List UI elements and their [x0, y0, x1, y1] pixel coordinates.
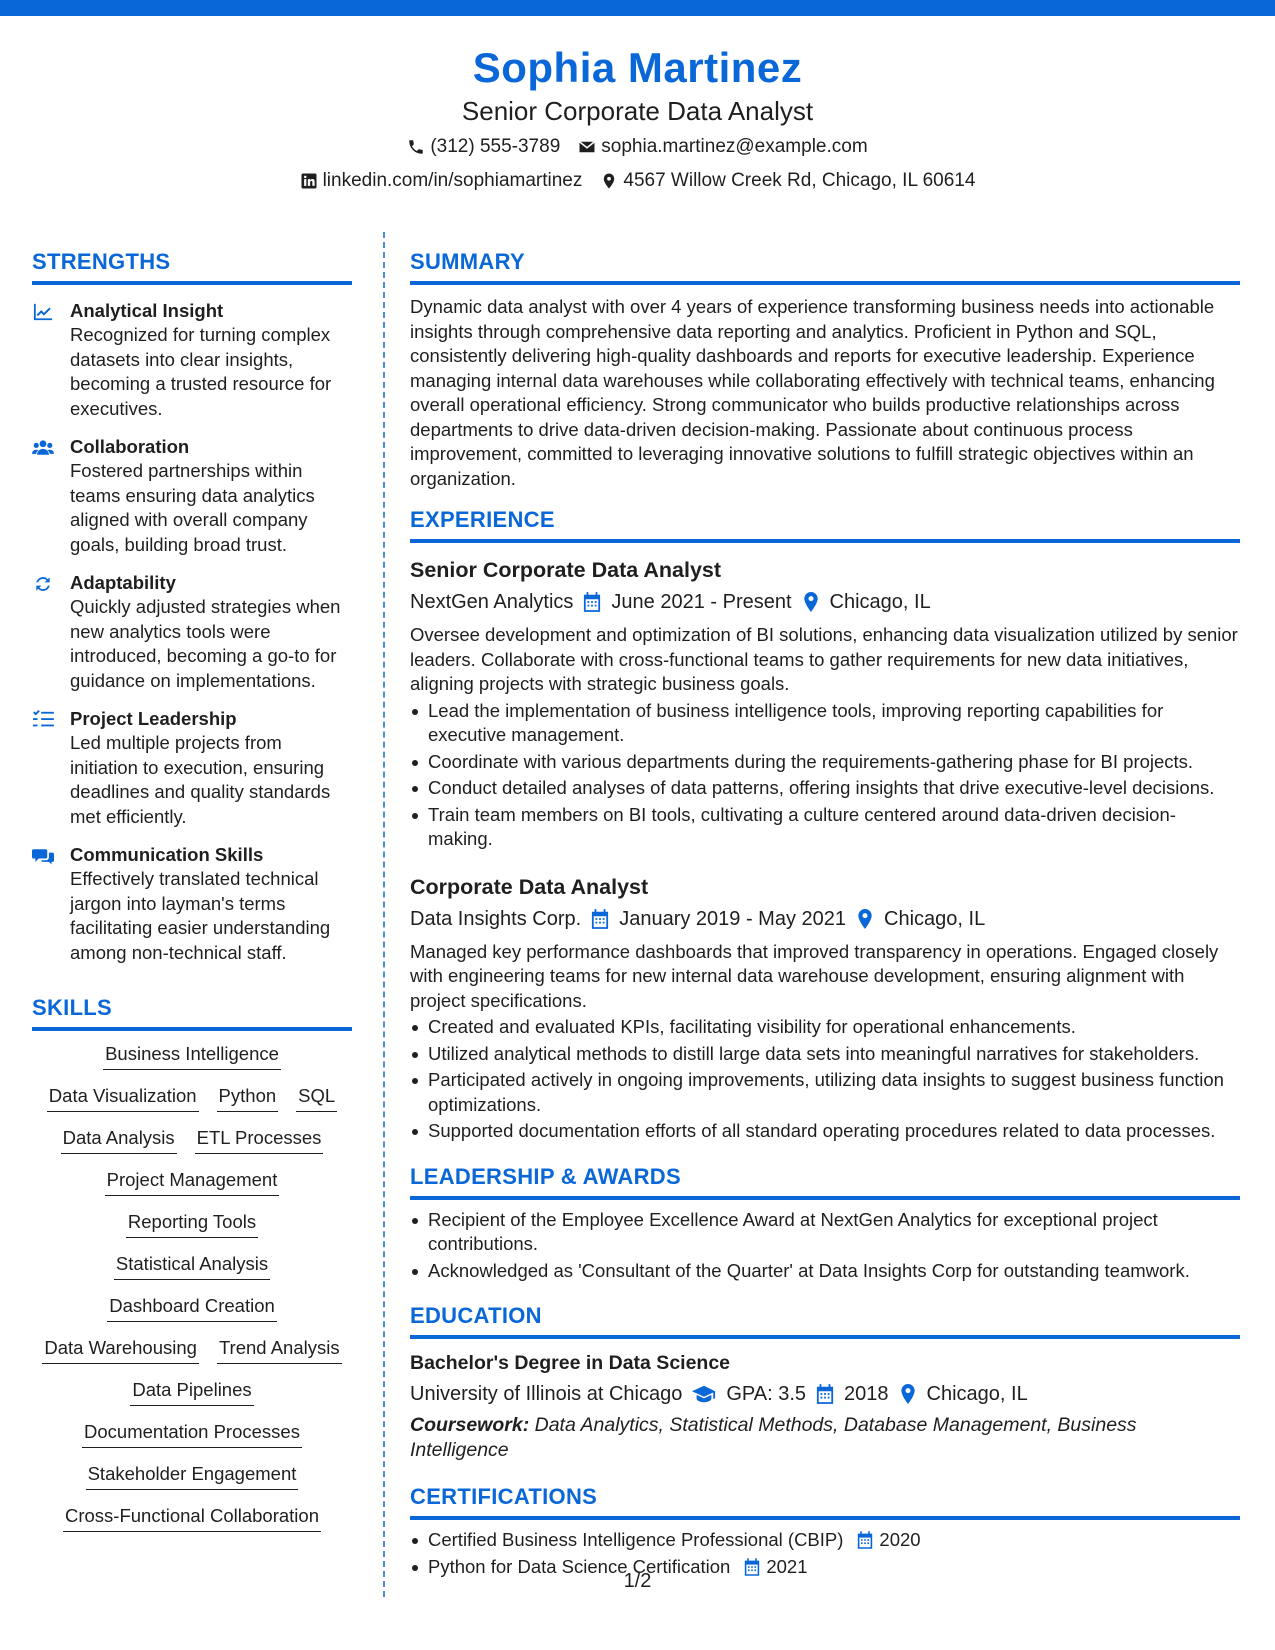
strength-desc: Effectively translated technical jargon into layman's terms facilitating easier understanding among non-technical staff. — [70, 868, 331, 963]
contact-row-2 — [0, 166, 1275, 196]
job-bullets — [410, 699, 1240, 852]
refresh-icon — [32, 574, 54, 594]
strength-title: Adaptability — [70, 572, 176, 593]
top-accent-bar — [0, 0, 1275, 16]
strength-item — [32, 435, 352, 557]
map-pin-icon — [600, 172, 618, 190]
certification-year: 2020 — [879, 1529, 921, 1550]
skill-tag: Data Pipelines — [130, 1377, 253, 1406]
job-title: Senior Corporate Data Analyst — [410, 558, 722, 582]
strength-title: Analytical Insight — [70, 300, 224, 321]
linkedin-icon — [300, 172, 318, 190]
skills-heading: SKILLS — [32, 993, 352, 1031]
job-bullet: Created and evaluated KPIs, facilitating visibility for operational enhancements. — [410, 1015, 1240, 1040]
job-bullet: Lead the implementation of business intelligence tools, improving reporting capabilities for executive management. — [410, 699, 1240, 748]
map-pin-icon — [802, 592, 820, 612]
linkedin-text: linkedin.com/in/sophiamartinez — [322, 170, 583, 191]
company-name: Data Insights Corp. — [410, 907, 582, 930]
calendar-icon — [816, 1384, 834, 1404]
map-pin-icon — [899, 1384, 917, 1404]
email-text: sophia.martinez@example.com — [601, 136, 868, 157]
calendar-icon — [857, 1531, 873, 1549]
email-contact[interactable] — [578, 132, 867, 162]
graduation-cap-icon — [692, 1384, 716, 1404]
job-bullets — [410, 1015, 1240, 1144]
job-location: Chicago, IL — [829, 591, 931, 613]
experience-heading: EXPERIENCE — [410, 505, 1240, 543]
gpa-text: GPA: 3.5 — [726, 1383, 807, 1405]
job-bullet: Coordinate with various departments during the requirements-gathering phase for BI projects. — [410, 750, 1240, 775]
chart-line-icon — [32, 302, 54, 322]
job-location: Chicago, IL — [884, 907, 986, 930]
column-divider — [383, 232, 385, 1597]
strength-item — [32, 707, 352, 829]
degree-title: Bachelor's Degree in Data Science — [410, 1352, 731, 1374]
calendar-icon — [583, 592, 601, 612]
job-bullet: Conduct detailed analyses of data patterns, offering insights that drive executive-level decisions. — [410, 776, 1240, 801]
coursework-label: Coursework: — [410, 1414, 530, 1436]
strength-title: Project Leadership — [70, 708, 237, 729]
strength-desc: Fostered partnerships within teams ensuring data analytics aligned with overall company goals, building broad trust. — [70, 460, 315, 555]
phone-contact — [407, 132, 560, 162]
strength-item — [32, 843, 352, 965]
right-column — [410, 247, 1240, 1579]
skill-tag: Project Management — [105, 1167, 280, 1196]
skill-tag: SQL — [296, 1083, 337, 1112]
certifications-heading: CERTIFICATIONS — [410, 1482, 1240, 1520]
certification-year: 2021 — [766, 1555, 808, 1577]
skill-tag: Python — [217, 1083, 279, 1112]
strength-item — [32, 299, 352, 421]
skill-tag: Cross-Functional Collaboration — [63, 1503, 321, 1532]
skill-tag: Stakeholder Engagement — [86, 1461, 299, 1490]
job-dates: June 2021 - Present — [611, 591, 792, 613]
job-description: Managed key performance dashboards that improved transparency in operations. Engaged closely with engineering teams for new internal data warehouse development, ensuring alignment with project specifications. — [410, 940, 1219, 1011]
skill-tag: Reporting Tools — [126, 1209, 258, 1238]
skill-tag: Documentation Processes — [82, 1419, 302, 1448]
strength-desc: Recognized for turning complex datasets into clear insights, becoming a trusted resource for executives. — [70, 324, 332, 419]
job-description: Oversee development and optimization of BI solutions, enhancing data visualization utilized by senior leaders. Collaborate with cross-functional teams to gather requirements for new data initiatives, aligning projects with strategic business goals. — [410, 624, 1238, 694]
education-meta — [410, 1379, 1240, 1409]
job-meta — [410, 587, 1240, 617]
skill-tag: Statistical Analysis — [114, 1251, 270, 1280]
list-check-icon — [32, 710, 54, 730]
awards-list — [410, 1208, 1240, 1284]
certification-item — [410, 1528, 1240, 1553]
calendar-icon — [591, 909, 609, 929]
strength-title: Communication Skills — [70, 844, 264, 865]
address-text: 4567 Willow Creek Rd, Chicago, IL 60614 — [623, 170, 976, 191]
map-pin-icon — [856, 909, 874, 929]
address-contact — [600, 166, 975, 196]
resume-header — [0, 42, 1275, 196]
awards-heading: LEADERSHIP & AWARDS — [410, 1162, 1240, 1200]
job-bullet: Utilized analytical methods to distill large data sets into meaningful narratives for stakeholders. — [410, 1042, 1240, 1067]
skill-tag: Business Intelligence — [103, 1041, 281, 1070]
company-name: NextGen Analytics — [410, 591, 574, 613]
skill-tag: Dashboard Creation — [107, 1293, 277, 1322]
job-dates: January 2019 - May 2021 — [619, 907, 847, 930]
job-bullet: Supported documentation efforts of all standard operating procedures related to data processes. — [410, 1119, 1240, 1144]
skill-tag: Data Warehousing — [42, 1335, 199, 1364]
job-meta — [410, 904, 1240, 934]
strengths-heading: STRENGTHS — [32, 247, 352, 285]
job-bullet: Train team members on BI tools, cultivating a culture centered around data-driven decision-making. — [410, 803, 1240, 852]
phone-text: (312) 555-3789 — [430, 136, 561, 157]
school-location: Chicago, IL — [926, 1383, 1028, 1405]
job-title: Corporate Data Analyst — [410, 874, 649, 899]
skill-tag: Data Analysis — [61, 1125, 177, 1154]
skill-tag: Trend Analysis — [217, 1335, 342, 1364]
job-entry — [410, 872, 1240, 1144]
school-name: University of Illinois at Chicago — [410, 1383, 683, 1405]
certification-name: Certified Business Intelligence Professional (CBIP) — [428, 1529, 844, 1550]
linkedin-contact[interactable] — [300, 166, 583, 196]
award-item: Acknowledged as 'Consultant of the Quarter' at Data Insights Corp for outstanding teamwork. — [410, 1259, 1240, 1284]
job-bullet: Participated actively in ongoing improvements, utilizing data insights to suggest business function optimizations. — [410, 1068, 1240, 1117]
phone-icon — [407, 138, 425, 156]
skill-tag: ETL Processes — [195, 1125, 324, 1154]
users-icon — [32, 438, 54, 458]
strength-item — [32, 571, 352, 693]
strength-desc: Quickly adjusted strategies when new analytics tools were introduced, becoming a go-to for guidance on implementations. — [70, 596, 341, 691]
education-heading: EDUCATION — [410, 1301, 1240, 1339]
candidate-name: Sophia Martinez — [472, 44, 803, 91]
skills-list — [32, 1041, 352, 1532]
contact-row-1 — [0, 132, 1275, 162]
graduation-year: 2018 — [844, 1383, 889, 1405]
strength-title: Collaboration — [70, 436, 190, 457]
summary-heading: SUMMARY — [410, 247, 1240, 285]
award-item: Recipient of the Employee Excellence Award at NextGen Analytics for exceptional project contributions. — [410, 1208, 1240, 1257]
page-number: 1/2 — [623, 1570, 652, 1592]
candidate-role: Senior Corporate Data Analyst — [461, 96, 814, 126]
coursework — [410, 1413, 1240, 1462]
comments-icon — [32, 846, 54, 866]
left-column — [32, 247, 352, 1532]
coursework-text: Data Analytics, Statistical Methods, Database Management, Business Intelligence — [410, 1414, 1137, 1461]
envelope-icon — [578, 138, 596, 156]
strength-desc: Led multiple projects from initiation to execution, ensuring deadlines and quality standards met efficiently. — [70, 732, 331, 827]
summary-text: Dynamic data analyst with over 4 years of experience transforming business needs into actionable insights through comprehensive data reporting and analytics. Proficient in Python and SQL, consistently delivering high-quality dashboards and reports for executive leadership. Experience managing internal data warehouses while collaborating effectively with technical teams, enhancing overall operational efficiency. Strong communicator who builds productive relationships across departments to drive data-driven decision-making. Passionate about continuous process improvement, committed to leveraging innovative solutions to fulfill strategic objectives within an organization. — [410, 296, 1215, 489]
job-entry — [410, 555, 1240, 852]
certification-name: Python for Data Science Certification — [428, 1555, 731, 1577]
skill-tag: Data Visualization — [47, 1083, 199, 1112]
